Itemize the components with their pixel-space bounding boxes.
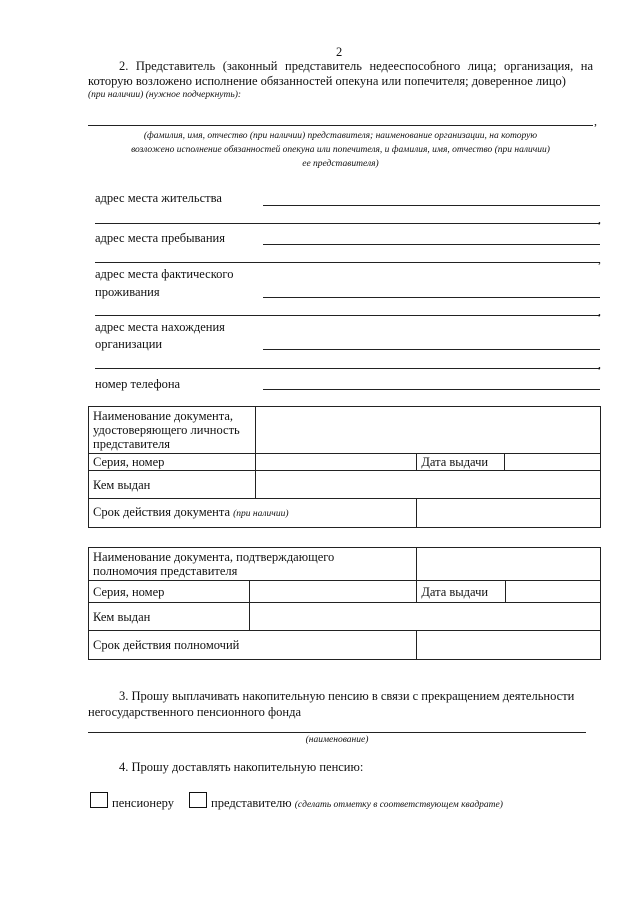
residence-field-2[interactable] [95,223,600,224]
id-validity-label: Срок действия документа (при наличии) [89,499,417,528]
org-field-2[interactable] [95,368,600,369]
name-caption-line3: ее представителя) [302,159,379,169]
org-field[interactable] [263,349,600,350]
label-stay: адрес места пребывания [95,231,225,245]
auth-issued-by-label: Кем выдан [89,603,250,631]
auth-series-value[interactable] [249,581,417,603]
label-actual-line2: проживания [95,285,160,299]
auth-validity-value[interactable] [417,631,601,660]
auth-validity-label: Срок действия полномочий [89,631,417,660]
id-series-label: Серия, номер [89,454,256,471]
auth-issued-by-value[interactable] [249,603,600,631]
label-org-line1: адрес места нахождения [95,320,225,334]
id-doc-name-value[interactable] [255,407,600,454]
section3-text-line2: негосударственного пенсионного фонда [88,705,302,719]
id-doc-name-label: Наименование документа, удостоверяющего личность представителя [89,407,256,454]
section4-text: 4. Прошу доставлять накопительную пенсию: [119,760,364,774]
page-number: 2 [336,45,343,59]
label-phone: номер телефона [95,377,181,391]
stay-field-2[interactable] [95,262,600,263]
auth-doc-name-value[interactable] [417,548,601,581]
representative-name-line[interactable] [88,125,593,126]
actual-field-2[interactable] [95,315,600,316]
representative-label-text: представителю [211,796,292,810]
fund-name-caption: (наименование) [305,735,369,745]
id-document-table [88,406,601,528]
section3-text-line1: 3. Прошу выплачивать накопительную пенсию в связи с прекращением деятельности [119,689,575,703]
id-issued-by-label: Кем выдан [89,471,256,499]
stay-field[interactable] [263,244,600,245]
label-actual-line1: адрес места фактического [95,267,234,281]
id-series-value[interactable] [255,454,417,471]
label-residence: адрес места жительства [95,191,222,205]
name-caption-line1: (фамилия, имя, отчество (при наличии) представителя; наименование организации, на которую [143,131,538,141]
id-validity-value[interactable] [417,499,601,528]
name-caption-line2: возложено исполнение обязанностей опекуна или попечителя, и фамилия, имя, отчество (при наличии) [131,145,550,155]
representative-label [211,796,503,811]
pensioner-checkbox[interactable] [90,792,108,808]
section2-note: (при наличии) (нужное подчеркнуть): [88,90,242,100]
auth-doc-name-label: Наименование документа, подтверждающего полномочия представителя [89,548,417,581]
section2-heading: 2. Представитель (законный представитель недееспособного лица; организация, на которую возложено исполнение обязанностей опекуна или попечителя; доверенное лицо) [88,59,593,88]
id-issue-date-value[interactable] [505,454,601,471]
authority-document-table [88,547,601,660]
auth-issue-date-value[interactable] [506,581,601,603]
auth-issue-date-label: Дата выдачи [417,581,506,603]
label-org-line2: организации [95,337,163,351]
residence-field[interactable] [263,205,600,206]
representative-note: (сделать отметку в соответствующем квадрате) [294,800,503,810]
id-issue-date-label: Дата выдачи [417,454,505,471]
fund-name-field[interactable] [88,732,586,733]
auth-series-label: Серия, номер [89,581,250,603]
representative-checkbox[interactable] [189,792,207,808]
phone-field[interactable] [263,389,600,390]
actual-field[interactable] [263,297,600,298]
pensioner-label: пенсионеру [112,796,174,810]
id-issued-by-value[interactable] [255,471,600,499]
